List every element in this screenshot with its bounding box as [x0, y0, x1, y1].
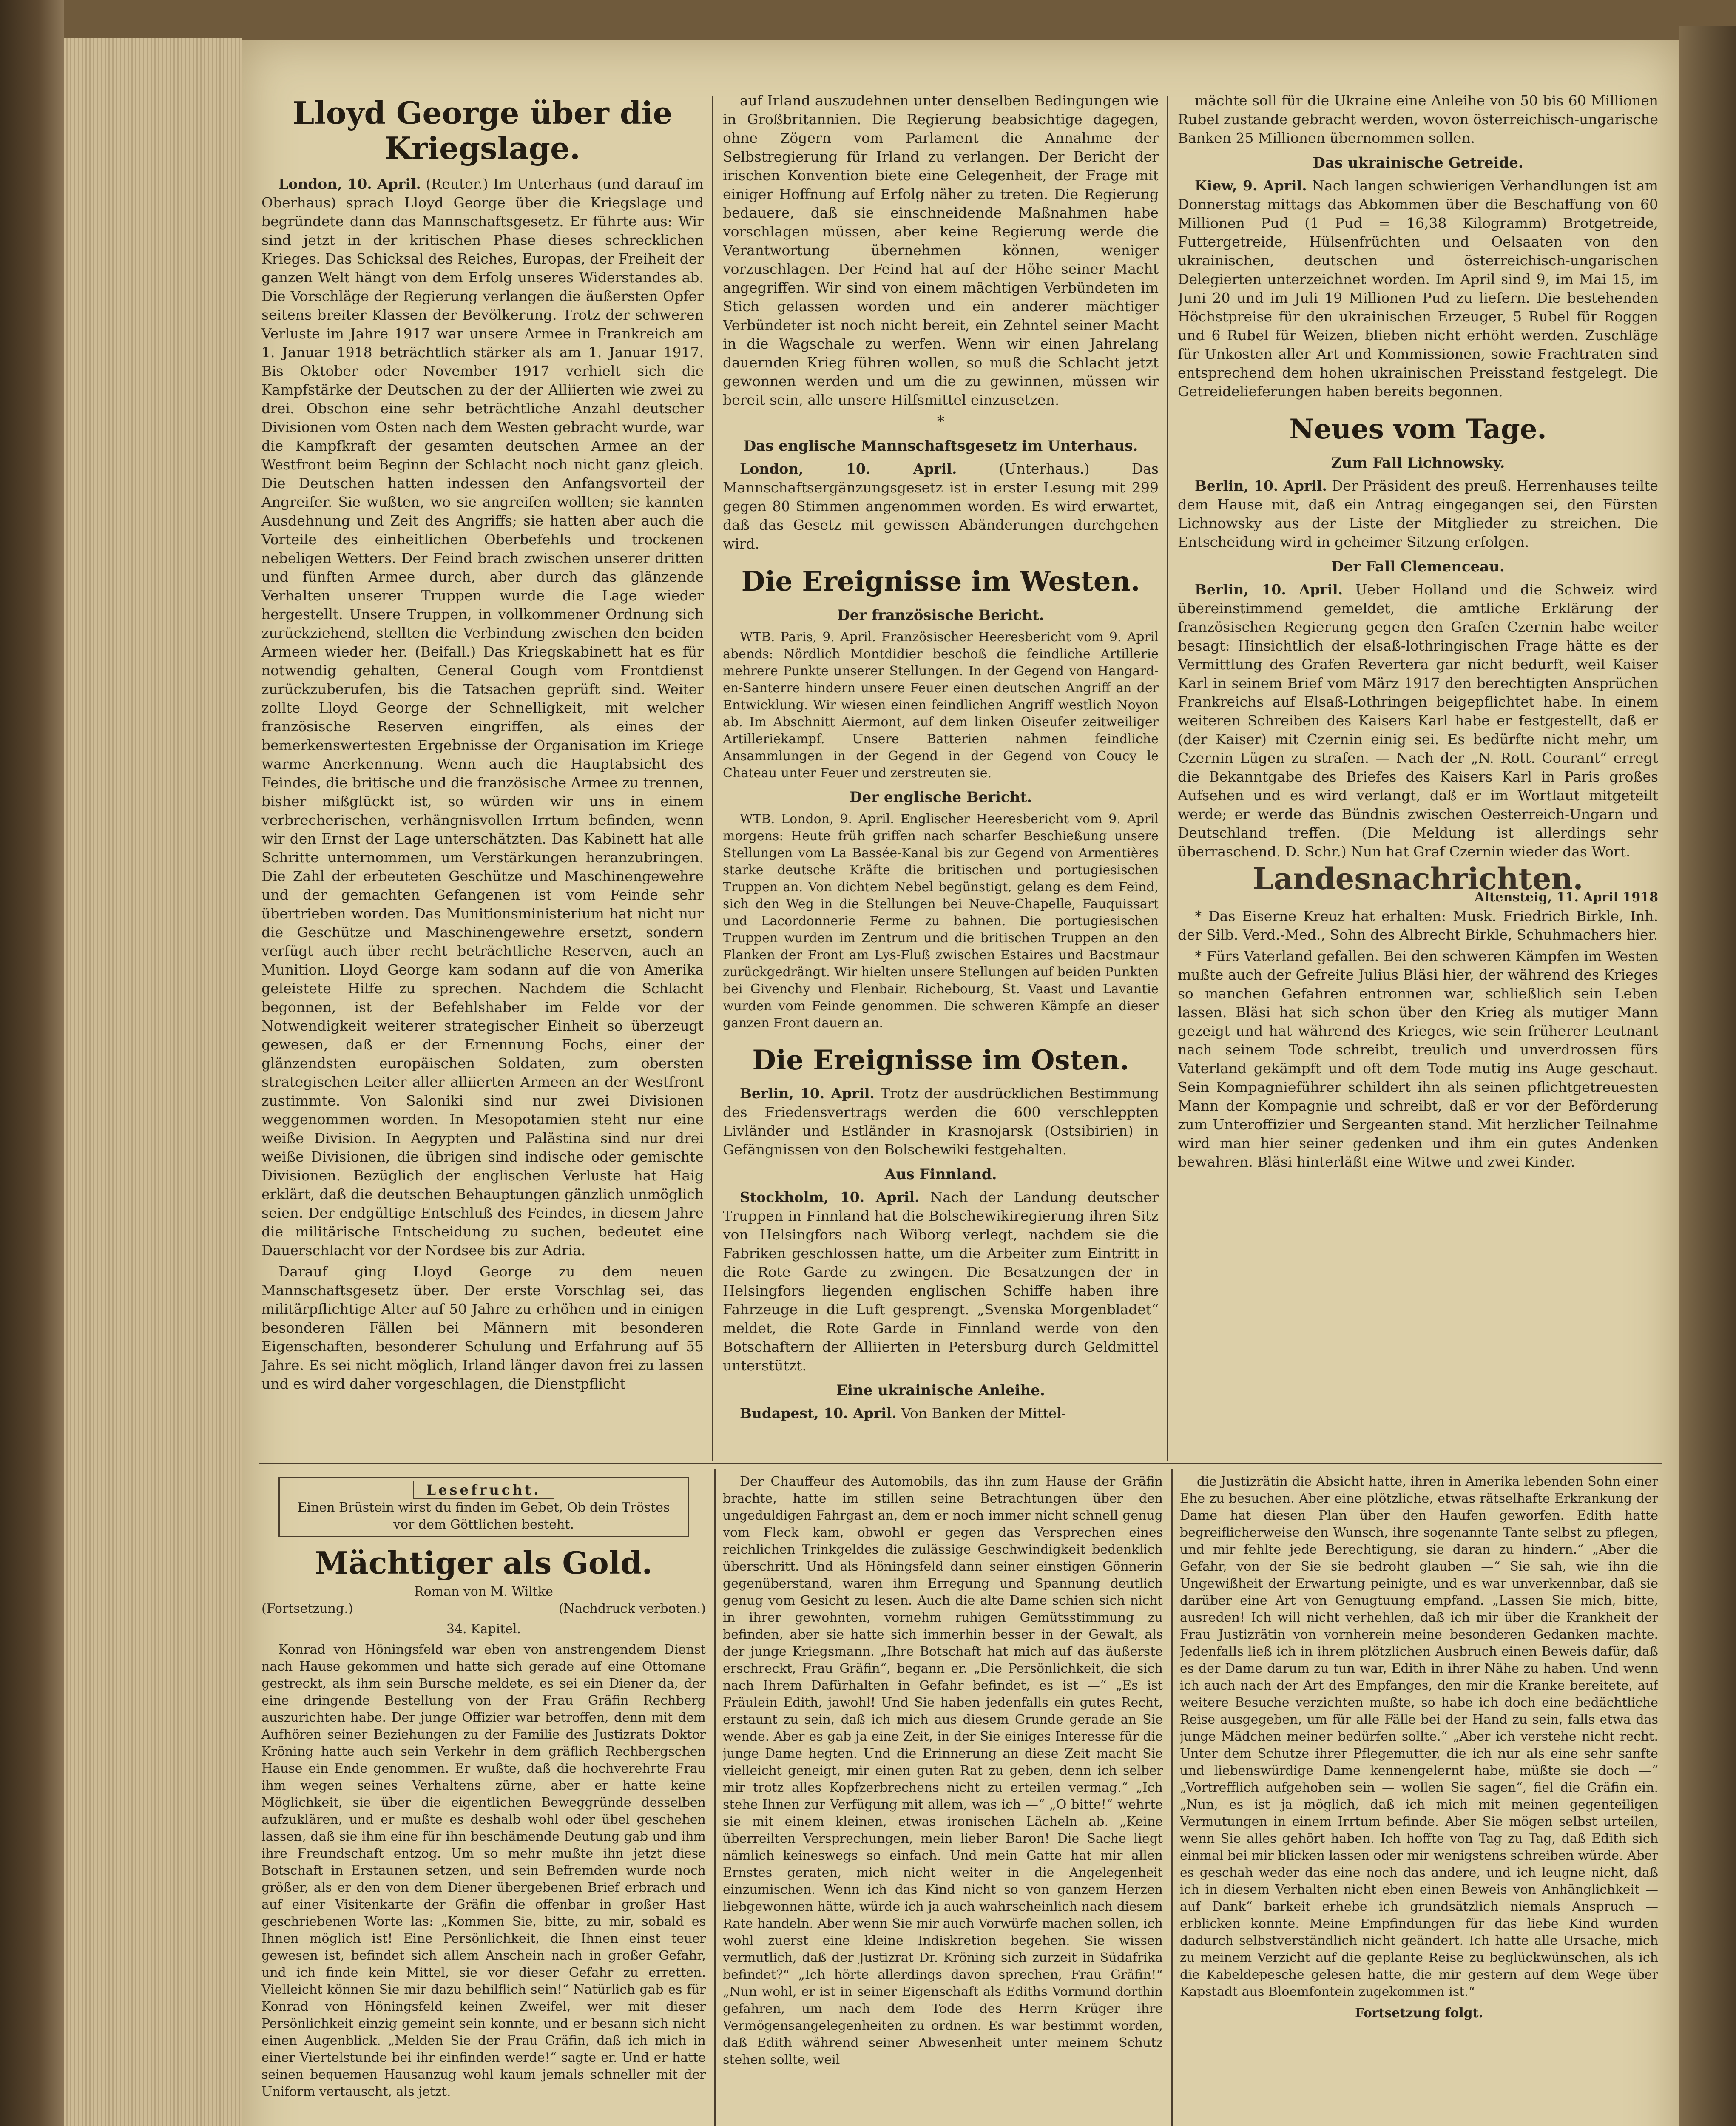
right-shadow [1679, 26, 1736, 2126]
lesefrucht-box [278, 1477, 689, 1537]
subheading-clemenceau: Der Fall Clemenceau. [1331, 558, 1505, 575]
article-paragraph: Darauf ging Lloyd George zu dem neuen Mannschaftsgesetz über. Der erste Vorschlag sei, das militärpflichtige Alter auf 50 Jahre zu erhöhen und in einigen besonderen Fällen bei Männern mit besonderen Eigenschaften, besonderer Schulung und Erfahrung auf 55 Jahre. Es sei nicht möglich, Irland länger davon frei zu lassen und es wird daher vorgeschlagen, die Dienstpflicht [261, 1263, 704, 1392]
continuation-note: (Fortsetzung.) [261, 1601, 353, 1616]
headline-lloyd-george: Lloyd George über die Kriegslage. [293, 95, 673, 166]
article-paragraph: * Fürs Vaterland gefallen. Bei den schweren Kämpfen im Westen mußte auch der Gefreite Julius Bläsi hier, der während des Krieges so manchen Gefahren entronnen war, schließlich sein Leben lassen. Bläsi hat sich schon über den Krieg als mutiger Mann gezeigt und hat während des Krieges, wie sein früherer Leutnant nach seinem Tode schreibt, treulich und unverdrossen fürs Vaterland gekämpft und oft dem Tode mutig ins Auge geschaut. Sein Kompagnieführer schildert ihn als seinen pflichtgetreuesten Mann der Kompagnie und schreibt, daß er vor der Beförderung zum Unteroffizier und Sergeanten stand. Mit herzlicher Teilnahme wird man hier seiner gedenken und ihm ein gutes Andenken bewahren. Bläsi hinterläßt eine Witwe und zwei Kinder. [1178, 947, 1658, 1170]
reprint-note: (Nachdruck verboten.) [558, 1601, 706, 1616]
feuilleton-column-1 [261, 1473, 706, 2126]
place-date: Altensteig, 11. April 1918 [1475, 890, 1658, 905]
novel-text: Der Chauffeur des Automobils, das ihn zum Hause der Gräfin brachte, hatte im stillen seine Betrachtungen über den ungeduldigen Fahrgast an, dem er noch immer nicht schnell genug vom Fleck kam, obwohl er gegen das Versprechen eines reichlichen Trinkgeldes die zulässige Geschwindigkeit bedenklich überschritt. Und als Höningsfeld dann seiner einstigen Gönnerin gegenüberstand, waren ihm Erregung und Spannung deutlich genug vom Gesicht zu lesen. Auch die alte Dame schien sich nicht in ihrer gewohnten, vornehm ruhigen Gemütsstimmung zu befinden, aber sie hatte sich immerhin besser in der Gewalt, als der junge Kriegsmann. „Ihre Botschaft hat mich auf das äußerste erschreckt, Frau Gräfin“, begann er. „Die Persönlichkeit, die sich nach Ihrem Dafürhalten in Gefahr befindet, es ist —“ „Es ist Fräulein Edith, jawohl! Und Sie haben jedenfalls ein gutes Recht, erstaunt zu sein, daß ich mich aus diesem Grunde gerade an Sie wende. Aber es gab ja eine Zeit, in der Sie einiges Interesse für die junge Dame hegten. Und die Erinnerung an diese Zeit macht Sie vielleicht geneigt, mir einen guten Rat zu geben, denn ich selber mir trotz alles Kopfzerbrechens nicht zu erteilen vermag.“ „Ich stehe Ihnen zur Verfügung mit allem, was ich —“ „O bitte!“ wehrte sie mit einem kleinen, etwas ironischen Lächeln ab. „Keine überreilten Versprechungen, mein lieber Baron! Die Sache liegt nämlich keineswegs so einfach. Und mein Gatte hat mir allen Ernstes geraten, mich nicht weiter in die Angelegenheit einzumischen. Wenn ich das Kind nicht so von ganzem Herzen liebgewonnen hätte, würde ich ja auch wahrscheinlich nach diesem Rate handeln. Aber wenn Sie mir auch Vorwürfe machen sollen, ich wohl zuerst eine kleine Indiskretion begehen. Sie wissen vermutlich, daß der Justizrat Dr. Kröning sich zurzeit in Südafrika befindet?“ „Ich hörte allerdings davon sprechen, Frau Gräfin!“ „Nun wohl, er ist in seiner Eigenschaft als Ediths Vormund dorthin gefahren, um nach dem Tode des Herrn Krüger ihre Vermögensangelegenheiten zu ordnen. Es war bestimmt worden, daß Edith während seiner Abwesenheit unter meinem Schutz stehen sollte, weil [723, 1474, 1163, 2067]
subheading-finnland: Aus Finnland. [884, 1166, 997, 1183]
dateline: London, 10. April. [740, 460, 957, 477]
novel-author: Roman von M. Wiltke [414, 1584, 553, 1599]
subheading-english-report: Der englische Bericht. [849, 788, 1032, 806]
feuilleton-column-3 [1180, 1473, 1658, 2126]
column-rule-1 [712, 96, 713, 1461]
article-text: Von Banken der Mittel- [901, 1405, 1066, 1422]
newspaper-page [242, 40, 1679, 2126]
lesefrucht-text: Einen Brüstein wirst du finden im Gebet, Ob dein Tröstes vor dem Göttlichen besteht. [297, 1500, 670, 1532]
dateline: Berlin, 10. April. [1195, 477, 1327, 494]
separator-star: * [937, 413, 944, 430]
novel-title: Mächtiger als Gold. [315, 1545, 653, 1581]
subheading-anleihe: Eine ukrainische Anleihe. [836, 1382, 1045, 1399]
dateline: Berlin, 10. April. [1195, 581, 1343, 598]
headline-neues-vom-tage: Neues vom Tage. [1289, 413, 1547, 445]
subheading-mannschaftsgesetz: Das englische Mannschaftsgesetz im Unterhaus. [743, 438, 1138, 455]
article-text: Nach langen schwierigen Verhandlungen ist am Donnerstag mittags das Abkommen über die Beschaffung von 60 Millionen Pud (1 Pud = 16,38 Kilogramm) Brotgetreide, Futtergetreide, Hülsenfrüchten und Oelsaaten von den ukrainischen, deutschen und österreichisch-ungarischen Delegierten unterzeichnet worden. Im April sind 9, im Mai 15, im Juni 20 und im Juli 19 Millionen Pud zu liefern. Die bestehenden Höchstpreise für den ukrainischen Erzeuger, 5 Rubel für Roggen und 6 Rubel für Weizen, blieben nicht erhöht werden. Zuschläge für Unkosten aller Art und Kommissionen, sowie Frachtraten sind entsprechend dem hohen ukrainischen Preisstand festgelegt. Die Getreidelieferungen haben bereits begonnen. [1178, 177, 1658, 400]
headline-westen: Die Ereignisse im Westen. [741, 566, 1140, 597]
novel-text: die Justizrätin die Absicht hatte, ihren in Amerika lebenden Sohn einer Ehe zu besuchen. Aber eine plötzliche, etwas rätselhafte Erkrankung der Dame hat diesen Plan über den Haufen geworfen. Edith hatte begreiflicherweise den Wunsch, ihre sogenannte Tante selbst zu pflegen, und mir fehlte jede Berechtigung, sie daran zu hindern.“ „Aber die Gefahr, von der Sie sie bedroht glauben —“ Sie sah, wie ihn die Ungewißheit der Erwartung peinigte, und es war unverkennbar, daß sie darüber eine Art von Genugtuung empfand. „Lassen Sie mich, bitte, ausreden! Ich will nicht verhehlen, daß ich mir über die Krankheit der Frau Justizrätin von vornherein meine besonderen Gedanken machte. Jedenfalls ließ ich in ihrem plötzlichen Ausbruch einen Beweis dafür, daß es der Dame darum zu tun war, Edith in ihrer Nähe zu haben. Und wenn ich auch nach der Art des Empfanges, den mir die Kranke bereitete, auf weitere Besuche verzichten mußte, so habe ich doch eine bedächtliche Reise ausgegeben, um für alle Fälle bei der Hand zu sein, falls etwa das junge Mädchen meiner bedürfen sollte.“ „Aber ich verstehe nicht recht. Unter dem Schutze ihrer Pflegemutter, die ich nur als eine sehr sanfte und liebenswürdige Dame kennengelernt habe, müßte sie doch —“ „Vortrefflich aufgehoben sein — wollen Sie sagen“, fiel die Gräfin ein. „Nun, es ist ja möglich, daß ich mich mit meinen gegenteiligen Vermutungen in einem Irrtum befinde. Aber Sie mögen selbst urteilen, wenn Sie alles gehört haben. Ich hoffte von Tag zu Tag, daß Edith sich einmal bei mir blicken lassen oder mir wenigstens schreiben würde. Aber es geschah weder das eine noch das andere, und ich leugne nicht, daß ich in diesem Verhalten nicht eben einen Beweis von Anhänglichkeit — auf Dank“ barkeit erhebe ich grundsätzlich niemals Anspruch — erblicken konnte. Meine Empfindungen für das liebe Kind wurden dadurch selbstverständlich nicht geändert. Ich hatte alle Ursache, mich zu meinem Verzicht auf die geplante Reise zu beglückwünschen, als ich die Kabeldepesche gelesen hatte, die mir gestern auf dem Wege über Kapstadt aus Bloemfontein zugekommen ist.“ [1180, 1474, 1658, 1999]
subheading-lichnowsky: Zum Fall Lichnowsky. [1331, 454, 1505, 472]
continued-note: Fortsetzung folgt. [1355, 2006, 1483, 2021]
book-binding [0, 0, 64, 2126]
article-text: WTB. Paris, 9. April. Französischer Heeresbericht vom 9. April abends: Nördlich Montdidier beschoß die feindliche Artillerie mehrere Punkte unserer Stellungen. In der Gegend von Hangard-en-Santerre hindern unsere Feuer einen deutschen Angriff an der Entwicklung. Wir wiesen einen feindlichen Angriff westlich Noyon ab. Im Abschnitt Aiermont, auf dem linken Oiseufer zeitweiliger Artilleriekampf. Unsere Batterien nahmen feindliche Ansammlungen in der Gegend in der Gegend von Coucy le Chateau unter Feuer und zerstreuten sie. [723, 629, 1159, 781]
column-rule-3 [714, 1469, 716, 2126]
headline-landesnachrichten: Landesnachrichten. [1253, 861, 1583, 896]
column-rule-4 [1171, 1469, 1173, 2126]
column-rule-2 [1167, 96, 1168, 1461]
column-3 [1178, 91, 1658, 1458]
article-text: Ueber Holland und die Schweiz wird übereinstimmend gemeldet, die amtliche Erklärung der französischen Regierung gegen den Grafen Czernin habe weiter besagt: Hinsichtlich der elsaß-lothringischen Frage hätte es der Vermittlung des Grafen Revertera gar nicht bedurft, weil Kaiser Karl in seinem Brief vom März 1917 den berechtigten Ansprüchen Frankreichs auf Elsaß-Lothringen beigepflichtet habe. In einem weiteren Schreiben des Kaisers Karl habe er festgestellt, daß er (der Kaiser) mit Czernin einig sei. Es bedürfte nicht mehr, um Czernin Lügen zu strafen. — Nach der „N. Rott. Courant“ erregt die Bekanntgabe des Briefes des Kaisers Karl in Paris großes Aufsehen und es wird verlangt, daß er im Wortlaut mitgeteilt werde; er werde das Bündnis zwischen Oesterreich-Ungarn und Deutschland treffen. (Die Meldung ist allerdings sehr überraschend. D. Schr.) Nun hat Graf Czernin wieder das Wort. [1178, 581, 1658, 860]
article-paragraph: (Reuter.) Im Unterhaus (und darauf im Oberhaus) sprach Lloyd George über die Kriegslage und begründete dann das Mannschaftsgesetz. Er führte aus: Wir sind jetzt in der kritischen Phase dieses schrecklichen Krieges. Das Schicksal des Reiches, Europas, der Freiheit der ganzen Welt hängt von dem Erfolg unseres Widerstandes ab. Die Vorschläge der Regierung verlangen die äußersten Opfer seitens breiter Klassen der Bevölkerung. Trotz der schweren Verluste im Jahre 1917 war unsere Armee in Frankreich am 1. Januar 1918 beträchtlich stärker als am 1. Januar 1917. Bis Oktober oder November 1917 verhielt sich die Kampfstärke der Deutschen zu der der Alliierten wie zwei zu drei. Obschon eine sehr beträchtliche Anzahl deutscher Divisionen vom Osten nach dem Westen gebracht wurde, war die Kampfkraft der gesamten deutschen Armee an der Westfront beim Beginn der Schlacht noch nicht ganz gleich. Die Deutschen hatten indessen den Anfangsvorteil der Angreifer. Sie wußten, wo sie angreifen wollten; sie kannten Ausdehnung und Zeit des Angriffs; sie hatten aber auch die Vorteile des einheitlichen Oberbefehls und trockenen nebeligen Wetters. Der Feind brach zwischen unserer dritten und fünften Armee durch, aber durch das glänzende Verhalten unserer Truppen wurde die Lage wieder hergestellt. Unsere Truppen, in vollkommener Ordnung sich zurückziehend, stellten die Verbindung zwischen den beiden Armeen wieder her. (Beifall.) Das Kriegskabinett hat es für notwendig gehalten, General Gough vom Frontdienst zurückzuberufen, bis die Tatsachen geprüft sind. Weiter zollte Lloyd George der Schnelligkeit, mit welcher französische Reserven eingriffen, als eines der bemerkenswertesten Ergebnisse der Organisation im Kriege warme Anerkennung. Wenn auch die Hauptabsicht des Feindes, die britische und die französische Armee zu trennen, bisher mißglückt ist, so würden wir uns in einem verbrecherischen, verhängnisvollen Irrtum befinden, wenn wir den Ernst der Lage unterschätzten. Das Kabinett hat alle Schritte unternommen, um Verstärkungen heranzubringen. Die Zahl der erbeuteten Geschütze und Maschinengewehre und der gemachten Gefangenen ist vom Feinde sehr übertrieben worden. Das Munitionsministerium hat nicht nur die Geschütze und Maschinengewehre ersetzt, sondern verfügt auch über recht beträchtliche Reserven, auch an Munition. Lloyd George kam sodann auf die von Amerika geleistete Hilfe zu sprechen. Nachdem die Schlacht begonnen, ist der Befehlshaber im Felde vor der Notwendigkeit weiterer strategischer Einheit so überzeugt gewesen, daß er der Ernennung Fochs, einer der glänzendsten europäischen Soldaten, zum obersten strategischen Leiter aller alliierten Armeen an der Westfront zustimmte. Von Saloniki sind nur zwei Divisionen weggenommen worden. In Mesopotamien steht nur eine weiße Division. In Aegypten und Palästina sind nur drei weiße Divisionen, die übrigen sind indische oder gemischte Divisionen. Bezüglich der englischen Verluste hat Haig erklärt, daß die deutschen Behauptungen gänzlich unmöglich seien. Der endgültige Entschluß des Feindes, in diesem Jahre die militärische Entscheidung zu suchen, bedeutet eine Dauerschlacht vor der Nordsee bis zur Adria. [261, 175, 704, 1259]
novel-text: Konrad von Höningsfeld war eben von anstrengendem Dienst nach Hause gekommen und hatte sich gerade auf eine Ottomane gestreckt, als ihm sein Bursche meldete, es sei ein Diener da, der eine dringende Bestellung von der Frau Gräfin Rechberg auszurichten habe. Der junge Offizier war betroffen, denn mit dem Aufhören seiner Beziehungen zu der Familie des Justizrats Doktor Kröning hatte auch sein Verkehr in dem gräflich Rechbergschen Hause ein Ende genommen. Er wußte, daß die hochverehrte Frau ihm wegen seines Verhaltens zürne, aber er hatte keine Möglichkeit, sie über die eigentlichen Beweggründe desselben aufzuklären, und er mußte es deshalb wohl oder übel geschehen lassen, daß sie ihm eine für ihn beschämende Deutung gab und ihm ihre Freundschaft entzog. Um so mehr mußte ihn jetzt diese Botschaft in Erstaunen setzen, und sein Befremden wurde noch größer, als er den von dem Diener übergebenen Brief erbrach und auf einer Visitenkarte der Gräfin die offenbar in großer Hast geschriebenen Worte las: „Kommen Sie, bitte, zu mir, sobald es Ihnen möglich ist! Eine Persönlichkeit, die Ihnen einst teuer gewesen ist, befindet sich allem Anschein nach in großer Gefahr, und ich finde kein Mittel, sie vor dieser Gefahr zu erretten. Vielleicht können Sie mir dazu behilflich sein!“ Natürlich gab es für Konrad von Höningsfeld keinen Zweifel, wer mit dieser Persönlichkeit einzig gemeint sein konnte, und er besann sich nicht einen Augenblick. „Melden Sie der Frau Gräfin, daß ich mich in einer Viertelstunde bei ihr einfinden werde!“ sagte er. Und er hatte seinen bequemen Hausanzug wohl kaum jemals schneller mit der Uniform vertauscht, als jetzt. [261, 1642, 706, 2099]
dateline: Stockholm, 10. April. [740, 1189, 920, 1206]
lesefrucht-title: Lesefrucht. [413, 1481, 555, 1499]
article-paragraph: mächte soll für die Ukraine eine Anleihe von 50 bis 60 Millionen Rubel zustande gebracht werden, wovon österreichisch-ungarische Banken 25 Millionen übernommen sollen. [1178, 92, 1658, 146]
page-stack-edge [64, 38, 242, 2126]
article-text: Der Präsident des preuß. Herrenhauses teilte dem Hause mit, daß ein Antrag eingegangen sei, den Fürsten Lichnowsky aus der Liste der Mitglieder zu streichen. Die Entscheidung wird in geheimer Sitzung erfolgen. [1178, 477, 1658, 550]
column-2 [723, 91, 1159, 1458]
article-paragraph: auf Irland auszudehnen unter denselben Bedingungen wie in Großbritannien. Die Regierung beabsichtige dagegen, ohne Zögern vom Parlament die Annahme der Selbstregierung für Irland zu verlangen. Der Bericht der irischen Konvention biete eine Gelegenheit, der Frage mit einiger Hoffnung auf Erfolg näher zu treten. Die Regierung bedauere, daß sie einschneidende Maßnahmen habe vorschlagen müssen, aber keine Regierung werde die Verantwortung übernehmen können, weniger vorzuschlagen. Der Feind hat auf der Höhe seiner Macht angegriffen. Wir sind von einem mächtigen Verbündeten im Stich gelassen worden und ein anderer mächtiger Verbündeter ist noch nicht bereit, ein Zehntel seiner Macht in die Wagschale zu werfen. Wenn wir einen Jahrelang dauernden Krieg führen wollen, so muß die Schlacht jetzt gewonnen werden und um die zu gewinnen, müssen wir bereit sein, alle unsere Hilfsmittel einzusetzen. [723, 92, 1159, 408]
feuilleton-column-2 [723, 1473, 1163, 2126]
article-text: WTB. London, 9. April. Englischer Heeresbericht vom 9. April morgens: Heute früh griffen nach scharfer Beschießung unsere Stellungen vom La Bassée-Kanal bis zur Gegend von Armentières starke deutsche Kräfte die britischen und portugiesischen Truppen an. Von dichtem Nebel begünstigt, gelang es dem Feind, sich den Weg in die Stellungen bei Neuve-Chapelle, Fauquissart und Lacordonnerie Ferme zu bahnen. Die portugiesischen Truppen wurden im Zentrum und die britischen Truppen an den Flanken der Front am Lys-Fluß zwischen Estaires und Bacstmaur zurückgedrängt. Wir hielten unsere Stellungen auf beiden Punkten bei Givenchy und Flenbair. Richebourg, St. Vaast und Lavantie wurden vom Feinde genommen. Die schweren Kämpfe an dieser ganzen Front dauern an. [723, 811, 1159, 1031]
article-text: (Unterhaus.) Das Mannschaftsergänzungsgesetz ist in erster Lesung mit 299 gegen 80 Stimmen angenommen worden. Es wird erwartet, daß das Gesetz mit gewissen Abänderungen durchgehen wird. [723, 460, 1159, 552]
chapter-number: 34. Kapitel. [446, 1621, 521, 1637]
dateline: Kiew, 9. April. [1195, 177, 1307, 194]
feuilleton-rule [259, 1463, 1662, 1464]
subheading-getreide: Das ukrainische Getreide. [1313, 154, 1523, 171]
article-text: Nach der Landung deutscher Truppen in Finnland hat die Bolschewikiregierung ihren Sitz von Helsingfors nach Wiborg verlegt, nachdem sie die Fabriken geschlossen hatte, um die Arbeiter zum Eintritt in die Rote Garde zu zwingen. Die Besatzungen der in Helsingfors liegenden englischen Schiffe haben ihre Fahrzeuge in die Luft gesprengt. „Svenska Morgenbladet“ meldet, die Rote Garde in Finnland werde von den Botschaftern der Alliierten in Petersburg durch Geldmittel unterstützt. [723, 1189, 1159, 1374]
article-paragraph: * Das Eiserne Kreuz hat erhalten: Musk. Friedrich Birkle, Inh. der Silb. Verd.-Med., Sohn des Albrecht Birkle, Schuhmachers hier. [1178, 907, 1658, 943]
subheading-french-report: Der französische Bericht. [837, 606, 1044, 624]
column-1 [261, 91, 704, 1458]
dateline: Budapest, 10. April. [740, 1405, 897, 1422]
dateline: Berlin, 10. April. [740, 1085, 875, 1102]
headline-osten: Die Ereignisse im Osten. [752, 1044, 1129, 1076]
article-text: Trotz der ausdrücklichen Bestimmung des Friedensvertrags werden die 600 verschleppten Livländer und Estländer in Krasnojarsk (Ostsibirien) in Gefängnissen von den Bolschewiki festgehalten. [723, 1085, 1159, 1158]
dateline-london: London, 10. April. [278, 175, 421, 192]
